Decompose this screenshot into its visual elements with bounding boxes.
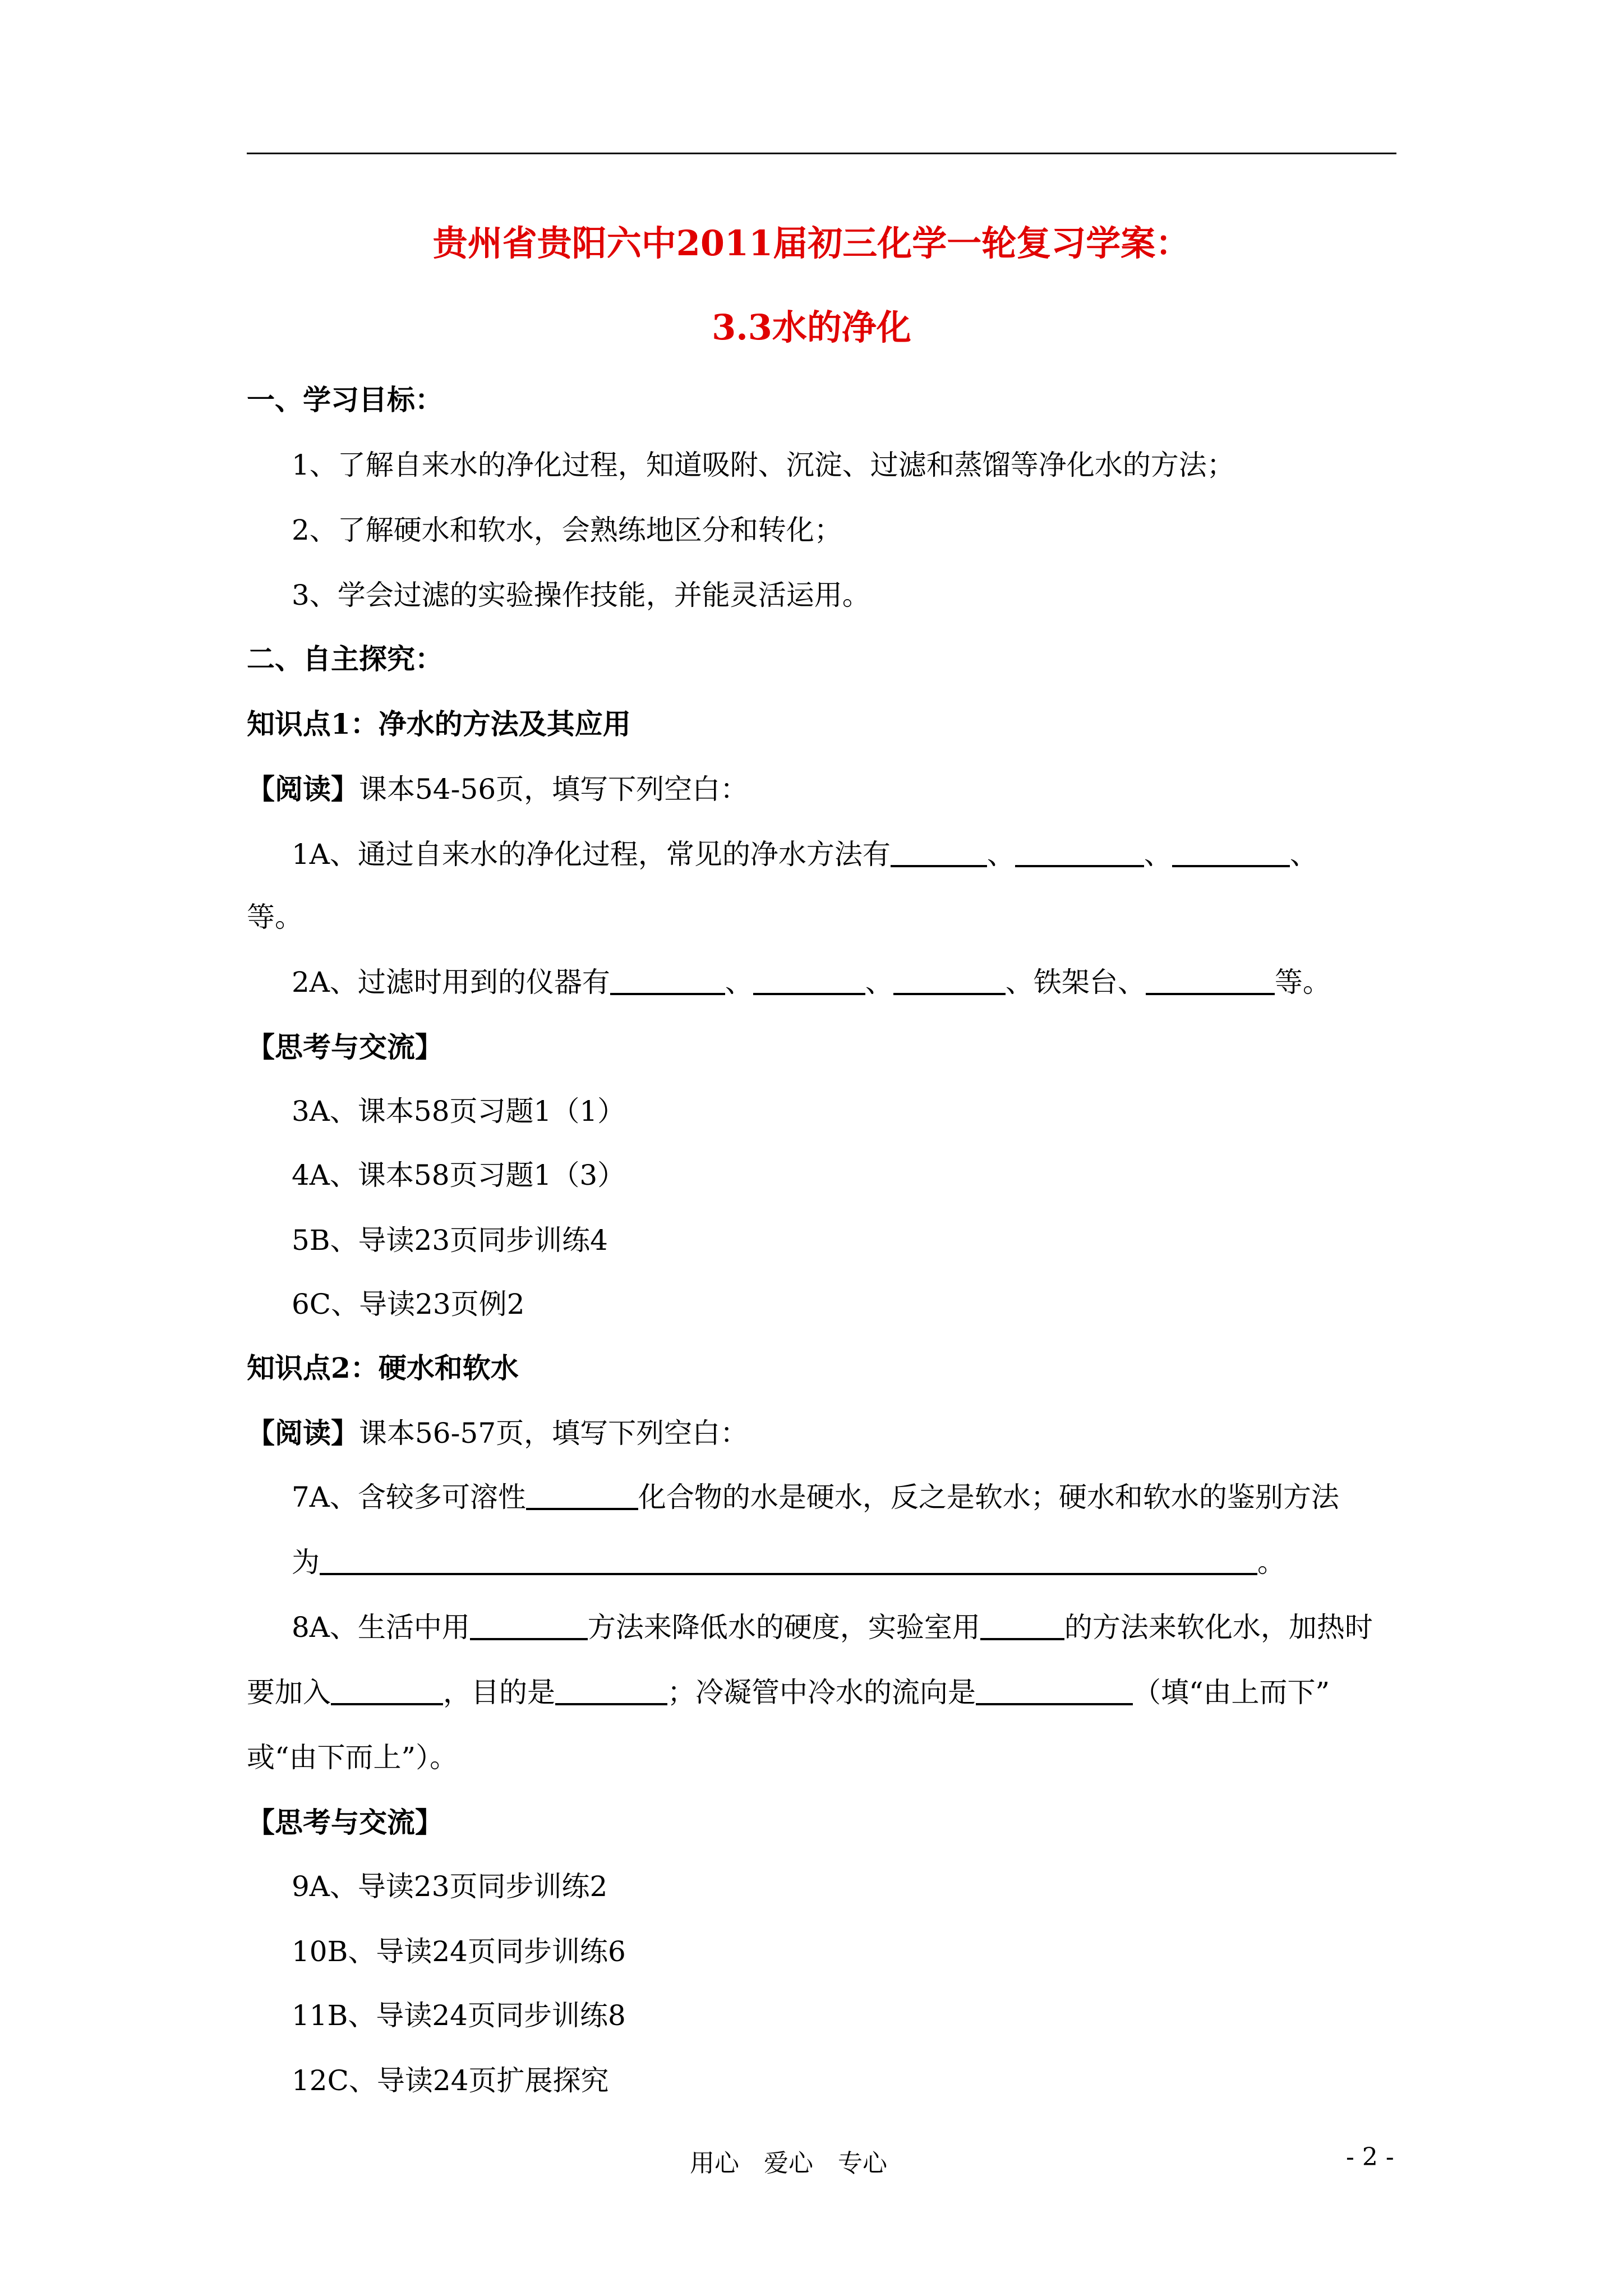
goal-item-2: 2、了解硬水和软水，会熟练地区分和转化；	[292, 514, 842, 546]
footer-motto: 用心 爱心 专心	[690, 2149, 887, 2178]
answer-blank[interactable]	[891, 839, 987, 867]
question-8a: 8A、生活中用 方法来降低水的硬度，实验室用 的方法来软化水，加热时	[292, 1611, 1373, 1644]
answer-blank[interactable]	[526, 1482, 638, 1510]
reading-instruction-2	[247, 1414, 748, 1453]
question-8a-end: 或“由下而上”）。	[247, 1741, 458, 1774]
exercise-12c: 12C、导读24页扩展探究	[292, 2064, 609, 2097]
answer-blank[interactable]	[1015, 839, 1144, 867]
exercise-11b: 11B、导读24页同步训练8	[292, 1999, 626, 2032]
section-heading-goals: 一、学习目标：	[247, 383, 443, 416]
exercise-5b: 5B、导读23页同步训练4	[292, 1224, 608, 1257]
knowledge-point-1-heading: 知识点1：净水的方法及其应用	[247, 707, 631, 740]
exercise-9a: 9A、导读23页同步训练2	[292, 1870, 608, 1903]
exercise-4a: 4A、课本58页习题1（3）	[292, 1159, 626, 1191]
answer-blank[interactable]	[331, 1677, 443, 1705]
answer-blank[interactable]	[1172, 839, 1290, 867]
answer-blank[interactable]	[893, 967, 1006, 995]
page-number: - 2 -	[1346, 2143, 1394, 2171]
answer-blank[interactable]	[555, 1677, 667, 1705]
reading-text: 课本56-57页，填写下列空白：	[359, 1417, 749, 1450]
question-1a: 1A、通过自来水的净化过程，常见的净水方法有 、 、 、	[292, 838, 1318, 871]
question-2a: 2A、过滤时用到的仪器有 、 、 、铁架台、 等。	[292, 966, 1331, 999]
answer-blank[interactable]	[976, 1677, 1133, 1705]
think-discuss-tag-2: 【思考与交流】	[247, 1806, 443, 1839]
document-subtitle: 3.3水的净化	[712, 307, 911, 348]
answer-blank[interactable]	[753, 967, 865, 995]
reading-tag: 【阅读】	[247, 1416, 359, 1450]
answer-blank[interactable]	[320, 1547, 1257, 1575]
knowledge-point-2-heading: 知识点2：硬水和软水	[247, 1351, 519, 1384]
exercise-6c: 6C、导读23页例2	[292, 1288, 525, 1320]
reading-instruction-1	[247, 770, 748, 809]
question-7a: 7A、含较多可溶性 化合物的水是硬水，反之是软水；硬水和软水的鉴别方法	[292, 1481, 1339, 1513]
header-rule	[247, 153, 1396, 154]
question-8a-continued: 要加入 ，目的是 ；冷凝管中冷水的流向是 （填“由上而下”	[247, 1676, 1330, 1709]
reading-tag: 【阅读】	[247, 772, 359, 806]
question-1a-continued: 等。	[247, 901, 303, 933]
answer-blank[interactable]	[470, 1612, 588, 1640]
document-title: 贵州省贵阳六中2011届初三化学一轮复习学案：	[432, 223, 1191, 264]
answer-blank[interactable]	[1146, 967, 1275, 995]
answer-blank[interactable]	[610, 967, 725, 995]
think-discuss-tag-1: 【思考与交流】	[247, 1030, 443, 1064]
reading-text: 课本54-56页，填写下列空白：	[359, 773, 749, 806]
question-7a-continued: 为 。	[292, 1546, 1285, 1579]
exercise-3a: 3A、课本58页习题1（1）	[292, 1095, 626, 1128]
answer-blank[interactable]	[980, 1612, 1064, 1640]
exercise-10b: 10B、导读24页同步训练6	[292, 1935, 626, 1968]
goal-item-3: 3、学会过滤的实验操作技能，并能灵活运用。	[292, 579, 870, 611]
section-heading-explore: 二、自主探究：	[247, 642, 443, 675]
goal-item-1: 1、了解自来水的净化过程，知道吸附、沉淀、过滤和蒸馏等净化水的方法；	[292, 449, 1235, 481]
